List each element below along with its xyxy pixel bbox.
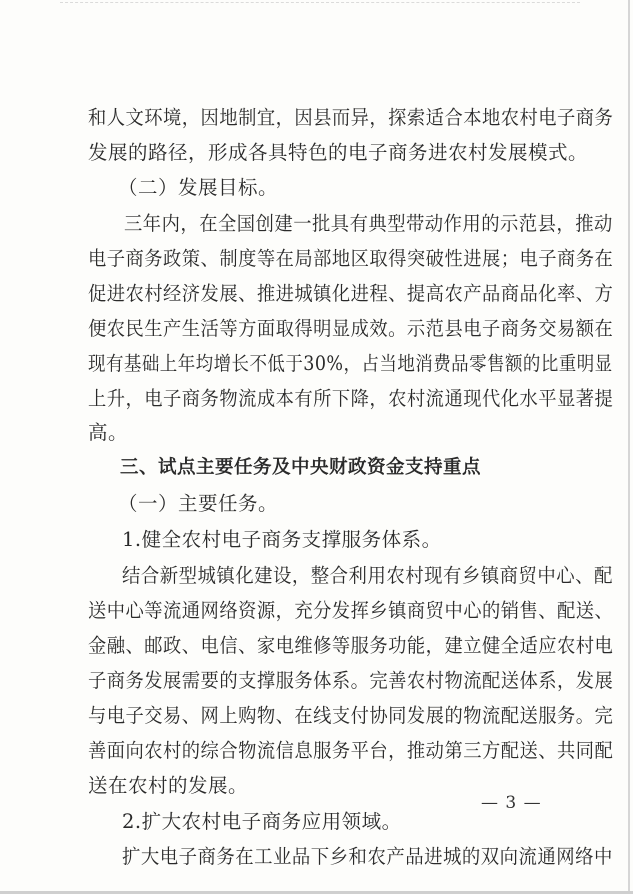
body-line: 三年内，在全国创建一批具有典型带动作用的示范县，推动: [124, 212, 613, 235]
body-line: 送在农村的发展。: [88, 774, 249, 797]
body-line: 和人文环境，因地制宜，因县而异，探索适合本地农村电子商务: [88, 106, 614, 129]
body-line: 高。: [88, 421, 129, 444]
task-heading-2: 2.扩大农村电子商务应用领域。: [122, 810, 402, 833]
page-number: — 3 —: [481, 793, 542, 813]
body-line: 子商务发展需要的支撑服务体系。完善农村物流配送体系，发展: [88, 669, 614, 692]
body-line: 善面向农村的综合物流信息服务平台，推动第三方配送、共同配: [88, 739, 614, 762]
body-line: 便农民生产生活等方面取得明显成效。示范县电子商务交易额在: [88, 317, 614, 340]
body-line: 发展的路径，形成各具特色的电子商务进农村发展模式。: [88, 141, 589, 164]
body-line: 金融、邮政、电信、家电维修等服务功能，建立健全适应农村电: [88, 634, 614, 657]
body-line: 现有基础上年均增长不低于30%，占当地消费品零售额的比重明显: [88, 352, 613, 375]
body-line: 扩大电子商务在工业品下乡和农产品进城的双向流通网络中: [122, 845, 613, 868]
body-line: 与电子交易、网上购物、在线支付协同发展的物流配送服务。完: [88, 704, 614, 727]
subheading-development-goals: （二）发展目标。: [118, 176, 279, 199]
subheading-main-tasks: （一）主要任务。: [118, 492, 279, 515]
body-line: 结合新型城镇化建设，整合利用农村现有乡镇商贸中心、配: [122, 564, 613, 587]
body-line: 电子商务政策、制度等在局部地区取得突破性进展；电子商务在: [88, 247, 614, 270]
task-heading-1: 1.健全农村电子商务支撑服务体系。: [122, 528, 442, 551]
body-line: 促进农村经济发展、推进城镇化进程、提高农产品商品化率、方: [88, 282, 614, 305]
scan-edge-top: [60, 2, 580, 9]
body-line: 送中心等流通网络资源，充分发挥乡镇商贸中心的销售、配送、: [88, 599, 614, 622]
body-line: 上升，电子商务物流成本有所下降，农村流通现代化水平显著提: [88, 387, 614, 410]
section-heading: 三、试点主要任务及中央财政资金支持重点: [120, 457, 482, 478]
scan-edge-right: [628, 0, 630, 894]
